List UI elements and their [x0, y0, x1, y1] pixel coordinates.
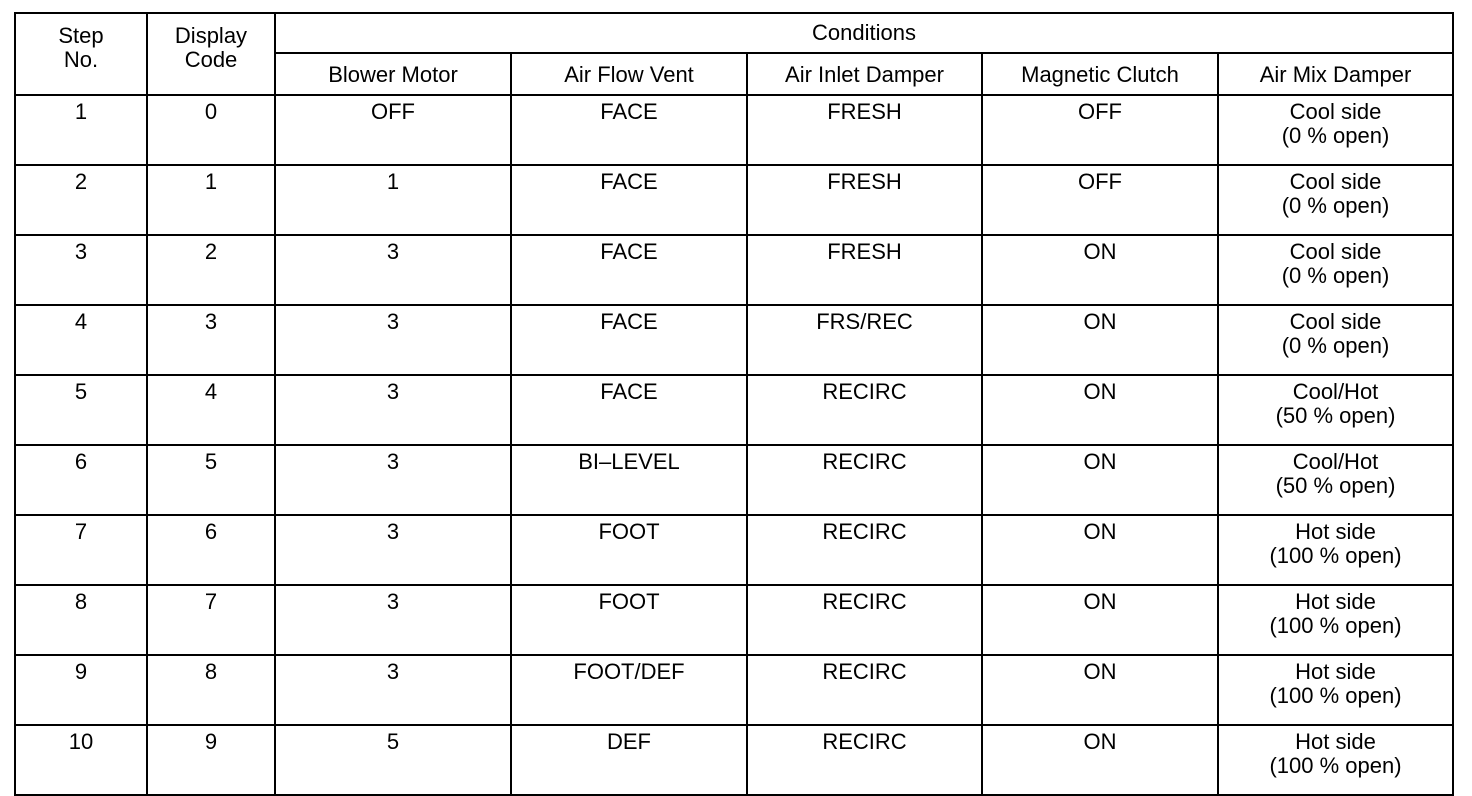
magnetic-clutch-cell: ON: [982, 305, 1218, 375]
air-inlet-damper-cell: RECIRC: [747, 725, 982, 795]
table-row: [15, 235, 1453, 305]
blower-motor-cell: 3: [275, 445, 511, 515]
step-no-cell: 6: [15, 445, 147, 515]
air-inlet-damper-cell: RECIRC: [747, 515, 982, 585]
air-inlet-damper-cell: FRESH: [747, 235, 982, 305]
air-inlet-damper-cell: FRESH: [747, 95, 982, 165]
air-flow-vent-cell: FOOT/DEF: [511, 655, 747, 725]
blower-motor-cell: 3: [275, 585, 511, 655]
blower-motor-cell: 3: [275, 235, 511, 305]
air-mix-damper-cell: [1218, 305, 1453, 375]
air-flow-vent-cell: FACE: [511, 375, 747, 445]
air-mix-position: Cool/Hot: [1292, 379, 1379, 404]
magnetic-clutch-cell: ON: [982, 235, 1218, 305]
step-no-cell: 4: [15, 305, 147, 375]
air-inlet-damper-cell: RECIRC: [747, 375, 982, 445]
table-row: [15, 585, 1453, 655]
blower-motor-cell: 3: [275, 655, 511, 725]
display-code-cell: 4: [147, 375, 275, 445]
air-mix-position: Cool side: [1289, 309, 1382, 334]
table-row: [15, 95, 1453, 165]
blower-motor-cell: 5: [275, 725, 511, 795]
air-mix-opening: (100 % open): [1269, 753, 1402, 778]
step-no-cell: 9: [15, 655, 147, 725]
magnetic-clutch-cell: ON: [982, 655, 1218, 725]
air-mix-damper-cell: [1218, 235, 1453, 305]
magnetic-clutch-cell: ON: [982, 515, 1218, 585]
step-no-cell: 5: [15, 375, 147, 445]
air-inlet-damper-cell: RECIRC: [747, 445, 982, 515]
air-mix-position: Hot side: [1295, 729, 1376, 754]
table-body: [15, 95, 1453, 795]
blower-motor-cell: 3: [275, 305, 511, 375]
magnetic-clutch-header: Magnetic Clutch: [982, 53, 1218, 95]
air-mix-opening: (50 % open): [1275, 403, 1396, 428]
air-mix-position: Cool side: [1289, 239, 1382, 264]
air-mix-opening: (100 % open): [1269, 543, 1402, 568]
magnetic-clutch-cell: OFF: [982, 95, 1218, 165]
step-header-line1: Step: [58, 23, 104, 48]
code-header-line2: Code: [184, 47, 238, 72]
air-inlet-damper-cell: FRESH: [747, 165, 982, 235]
table-row: [15, 165, 1453, 235]
blower-motor-cell: 3: [275, 375, 511, 445]
display-code-cell: 5: [147, 445, 275, 515]
air-mix-opening: (100 % open): [1269, 613, 1402, 638]
blower-motor-header: Blower Motor: [275, 53, 511, 95]
step-no-cell: 8: [15, 585, 147, 655]
air-mix-damper-cell: [1218, 375, 1453, 445]
display-code-cell: 9: [147, 725, 275, 795]
magnetic-clutch-cell: ON: [982, 375, 1218, 445]
step-no-cell: 7: [15, 515, 147, 585]
blower-motor-cell: 1: [275, 165, 511, 235]
step-header-line2: No.: [63, 47, 99, 72]
conditions-header: Conditions: [275, 13, 1453, 53]
table-row: [15, 375, 1453, 445]
air-mix-opening: (100 % open): [1269, 683, 1402, 708]
magnetic-clutch-cell: OFF: [982, 165, 1218, 235]
diagnosis-table: [14, 12, 1454, 796]
display-code-cell: 8: [147, 655, 275, 725]
air-mix-opening: (0 % open): [1281, 123, 1390, 148]
air-inlet-damper-cell: FRS/REC: [747, 305, 982, 375]
air-mix-position: Cool side: [1289, 169, 1382, 194]
table-row: [15, 725, 1453, 795]
blower-motor-cell: 3: [275, 515, 511, 585]
step-no-cell: 1: [15, 95, 147, 165]
air-mix-damper-cell: [1218, 95, 1453, 165]
air-flow-vent-cell: DEF: [511, 725, 747, 795]
air-mix-damper-cell: [1218, 165, 1453, 235]
code-header-line1: Display: [174, 23, 248, 48]
air-mix-damper-cell: [1218, 445, 1453, 515]
air-mix-damper-cell: [1218, 585, 1453, 655]
air-flow-vent-cell: FACE: [511, 235, 747, 305]
table-row: [15, 305, 1453, 375]
table-row: [15, 655, 1453, 725]
air-flow-vent-cell: FOOT: [511, 515, 747, 585]
air-mix-position: Hot side: [1295, 519, 1376, 544]
air-mix-damper-cell: [1218, 515, 1453, 585]
magnetic-clutch-cell: ON: [982, 725, 1218, 795]
magnetic-clutch-cell: ON: [982, 445, 1218, 515]
air-inlet-damper-header: Air Inlet Damper: [747, 53, 982, 95]
air-mix-opening: (0 % open): [1281, 193, 1390, 218]
table-row: [15, 515, 1453, 585]
air-inlet-damper-cell: RECIRC: [747, 655, 982, 725]
air-mix-position: Hot side: [1295, 589, 1376, 614]
air-mix-opening: (50 % open): [1275, 473, 1396, 498]
air-flow-vent-cell: FACE: [511, 165, 747, 235]
blower-motor-cell: OFF: [275, 95, 511, 165]
step-no-cell: 3: [15, 235, 147, 305]
display-code-cell: 1: [147, 165, 275, 235]
display-code-cell: 3: [147, 305, 275, 375]
step-no-cell: 10: [15, 725, 147, 795]
air-inlet-damper-cell: RECIRC: [747, 585, 982, 655]
air-mix-opening: (0 % open): [1281, 263, 1390, 288]
air-mix-position: Cool/Hot: [1292, 449, 1379, 474]
air-flow-vent-cell: FACE: [511, 305, 747, 375]
table-row: [15, 445, 1453, 515]
magnetic-clutch-cell: ON: [982, 585, 1218, 655]
air-flow-vent-cell: FACE: [511, 95, 747, 165]
air-mix-damper-header: Air Mix Damper: [1218, 53, 1453, 95]
air-mix-position: Cool side: [1289, 99, 1382, 124]
air-mix-opening: (0 % open): [1281, 333, 1390, 358]
step-no-header: [15, 13, 147, 95]
air-flow-vent-cell: BI–LEVEL: [511, 445, 747, 515]
air-mix-damper-cell: [1218, 655, 1453, 725]
air-flow-vent-cell: FOOT: [511, 585, 747, 655]
air-flow-vent-header: Air Flow Vent: [511, 53, 747, 95]
display-code-cell: 6: [147, 515, 275, 585]
step-no-cell: 2: [15, 165, 147, 235]
display-code-cell: 0: [147, 95, 275, 165]
air-mix-position: Hot side: [1295, 659, 1376, 684]
air-mix-damper-cell: [1218, 725, 1453, 795]
display-code-header: [147, 13, 275, 95]
display-code-cell: 7: [147, 585, 275, 655]
display-code-cell: 2: [147, 235, 275, 305]
